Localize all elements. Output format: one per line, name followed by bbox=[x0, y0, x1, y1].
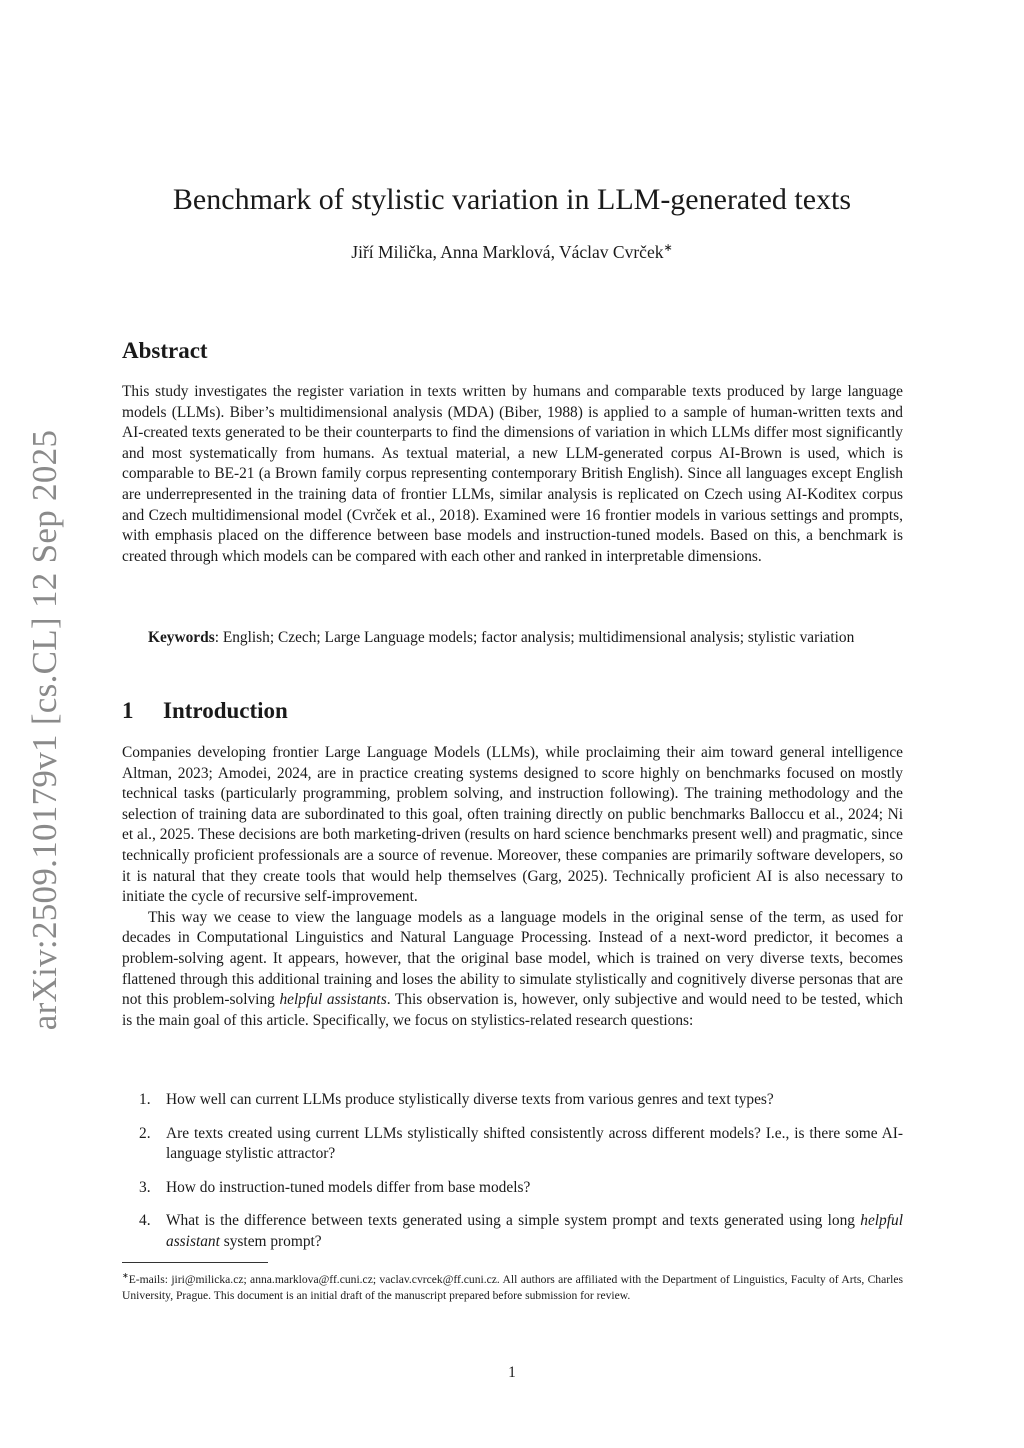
list-item-number: 3. bbox=[139, 1178, 151, 1196]
footnote-rule bbox=[122, 1262, 268, 1263]
list-item bbox=[122, 1124, 903, 1165]
footnote-text: E-mails: jiri@milicka.cz; anna.marklova@ff.cuni.cz; vaclav.cvrcek@ff.cuni.cz. All authors are affiliated with the Department of Linguistics, Faculty of Arts, Charles University, Prague. This document is an initial draft of the manuscript prepared before submission for review. bbox=[122, 1272, 903, 1302]
list-item-text: How do instruction-tuned models differ from base models? bbox=[166, 1178, 531, 1196]
keywords-paragraph bbox=[122, 628, 903, 649]
keywords-block bbox=[122, 628, 903, 649]
intro-p2-text-b: . This observation is, however, only subjective and would need to be tested, which is the main goal of this article. Specifically, we focus on stylistics-related research questions: bbox=[122, 991, 904, 1029]
intro-p2-text-a: This way we cease to view the language models as a language models in the original sense of the term, as used for decades in Computational Linguistics and Natural Language Processing. Instead of a next-word predictor, it becomes a problem-solving agent. It appears, however, that the original base model, which is trained on very diverse texts, becomes flattened through this additional training and loses the ability to simulate stylistically and cognitively diverse personas that are not this problem-solving bbox=[122, 908, 903, 1009]
abstract-text: This study investigates the register variation in texts written by humans and comparable texts produced by large language models (LLMs). Biber’s multidimensional analysis (MDA) (Biber, 1988) is applied to a sample of human-written texts and AI-created texts generated to be their counterparts to find the dimensions of variation in which LLMs differ most significantly and most systematically from humans. As textual material, a new LLM-generated corpus AI-Brown is used, which is comparable to BE-21 (a Brown family corpus representing contemporary British English). Since all languages except English are underrepresented in the training data of frontier LLMs, similar analysis is replicated on Czech using AI-Koditex corpus and Czech multidimensional model (Cvrček et al., 2018). Examined were 16 frontier models in various settings and prompts, with emphasis placed on the difference between base models and instruction-tuned models. Based on this, a benchmark is created through which models can be compared with each other and ranked in interpretable dimensions. bbox=[122, 383, 903, 565]
page-number: 1 bbox=[508, 1364, 516, 1381]
introduction-body bbox=[122, 743, 903, 1031]
author-footnote-mark: ∗ bbox=[663, 242, 673, 254]
list-item bbox=[122, 1211, 903, 1252]
arxiv-id: arXiv:2509.10179v1 [cs.CL] 12 Sep 2025 bbox=[25, 429, 64, 1031]
keywords-text: : English; Czech; Large Language models; factor analysis; multidimensional analysis; stylistic variation bbox=[214, 629, 855, 646]
intro-paragraph-1: Companies developing frontier Large Language Models (LLMs), while proclaiming their aim toward general intelligence Altman, 2023; Amodei, 2024, are in practice creating systems designed to score highly on benchmarks focused on mostly technical tasks (particularly programming, problem solving, and instruction following). The training methodology and the selection of training data are subordinated to this goal, often training directly on public benchmarks Balloccu et al., 2024; Ni et al., 2025. These decisions are both marketing-driven (results on hard science benchmarks present well) and pragmatic, since technically proficient professionals are a source of revenue. Moreover, these companies are primarily software developers, so it is natural that they create tools that would help themselves (Garg, 2025). Technically proficient AI is also necessary to initiate the cycle of recursive self-improvement. bbox=[122, 744, 903, 906]
paper-title: Benchmark of stylistic variation in LLM-generated texts bbox=[172, 183, 852, 216]
footnote bbox=[122, 1268, 903, 1304]
list-item-number: 2. bbox=[139, 1124, 151, 1142]
footnote-mark: ∗ bbox=[122, 1271, 129, 1280]
intro-paragraph-2 bbox=[122, 908, 903, 1032]
section-title: Introduction bbox=[163, 698, 288, 723]
list-item-text: Are texts created using current LLMs stylistically shifted consistently across different models? I.e., is there some AI-language stylistic attractor? bbox=[166, 1124, 903, 1163]
abstract-body bbox=[122, 382, 903, 567]
keywords-label: Keywords bbox=[148, 629, 215, 646]
authors-line bbox=[0, 241, 1024, 263]
list-item bbox=[122, 1178, 903, 1199]
list-item-emphasis: helpful assistant bbox=[166, 1212, 903, 1250]
section-number: 1 bbox=[122, 698, 134, 723]
list-item-text-b: system prompt? bbox=[219, 1232, 322, 1250]
list-item-text-a: What is the difference between texts generated using a simple system prompt and texts generated using long bbox=[166, 1212, 861, 1230]
research-questions-list bbox=[122, 1090, 903, 1266]
list-item bbox=[122, 1090, 903, 1111]
list-item-text: How well can current LLMs produce stylistically diverse texts from various genres and text types? bbox=[166, 1091, 774, 1108]
list-item-number: 1. bbox=[139, 1091, 151, 1108]
author-names: Jiří Milička, Anna Marklová, Václav Cvrček bbox=[351, 241, 664, 262]
arxiv-sidebar-stamp bbox=[20, 430, 70, 1030]
abstract-heading: Abstract bbox=[122, 338, 208, 363]
section-heading-introduction bbox=[122, 698, 288, 724]
intro-p2-emphasis: helpful assistants bbox=[279, 991, 387, 1009]
list-item-number: 4. bbox=[139, 1212, 151, 1230]
